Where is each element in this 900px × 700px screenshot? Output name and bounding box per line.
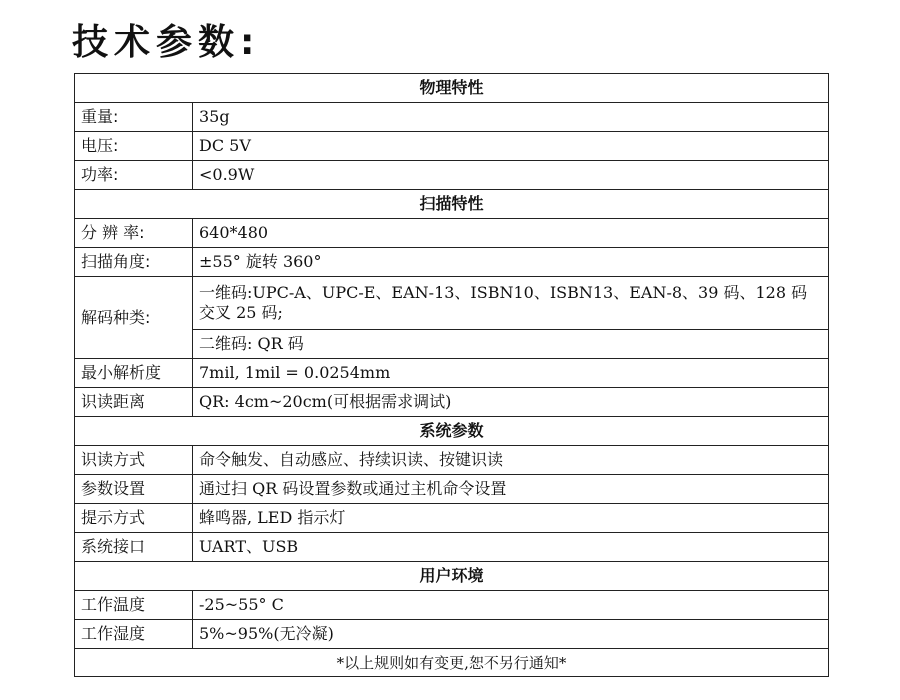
section-heading-physical: 物理特性 (75, 74, 829, 103)
scan-angle-label: 扫描角度: (75, 248, 193, 277)
page-title: 技术参数: (72, 22, 261, 63)
resolution-label: 分 辨 率: (75, 219, 193, 248)
table-row (75, 103, 829, 132)
table-row (75, 446, 829, 475)
prompt-value: 蜂鸣器, LED 指示灯 (193, 504, 829, 533)
table-row (75, 504, 829, 533)
section-scan (75, 190, 829, 219)
spec-table (74, 73, 829, 677)
prompt-label: 提示方式 (75, 504, 193, 533)
read-distance-value: QR: 4cm~20cm(可根据需求调试) (193, 388, 829, 417)
scan-angle-value: ±55° 旋转 360° (193, 248, 829, 277)
section-physical (75, 74, 829, 103)
resolution-value: 640*480 (193, 219, 829, 248)
table-row (75, 620, 829, 649)
min-resolution-value: 7mil, 1mil = 0.0254mm (193, 359, 829, 388)
table-row (75, 132, 829, 161)
power-value: <0.9W (193, 161, 829, 190)
humidity-value: 5%~95%(无冷凝) (193, 620, 829, 649)
weight-value: 35g (193, 103, 829, 132)
read-mode-value: 命令触发、自动感应、持续识读、按键识读 (193, 446, 829, 475)
temperature-value: -25~55° C (193, 591, 829, 620)
read-distance-label: 识读距离 (75, 388, 193, 417)
section-environment (75, 562, 829, 591)
voltage-value: DC 5V (193, 132, 829, 161)
footer-note: *以上规则如有变更,恕不另行通知* (75, 649, 829, 677)
interface-label: 系统接口 (75, 533, 193, 562)
table-row (75, 533, 829, 562)
config-value: 通过扫 QR 码设置参数或通过主机命令设置 (193, 475, 829, 504)
interface-value: UART、USB (193, 533, 829, 562)
table-row (75, 161, 829, 190)
temperature-label: 工作温度 (75, 591, 193, 620)
footer-row (75, 649, 829, 677)
section-heading-environment: 用户环境 (75, 562, 829, 591)
table-row (75, 219, 829, 248)
decode-type-label: 解码种类: (75, 277, 193, 359)
decode-1d-value: 一维码:UPC-A、UPC-E、EAN-13、ISBN10、ISBN13、EAN-8、39 码、128 码 交叉 25 码; (193, 277, 829, 330)
power-label: 功率: (75, 161, 193, 190)
section-system (75, 417, 829, 446)
table-row (75, 277, 829, 330)
table-row (75, 591, 829, 620)
humidity-label: 工作湿度 (75, 620, 193, 649)
section-heading-system: 系统参数 (75, 417, 829, 446)
table-row (75, 248, 829, 277)
decode-2d-value: 二维码: QR 码 (193, 330, 829, 359)
table-row (75, 475, 829, 504)
section-heading-scan: 扫描特性 (75, 190, 829, 219)
min-resolution-label: 最小解析度 (75, 359, 193, 388)
table-row (75, 359, 829, 388)
voltage-label: 电压: (75, 132, 193, 161)
config-label: 参数设置 (75, 475, 193, 504)
table-row (75, 388, 829, 417)
read-mode-label: 识读方式 (75, 446, 193, 475)
weight-label: 重量: (75, 103, 193, 132)
